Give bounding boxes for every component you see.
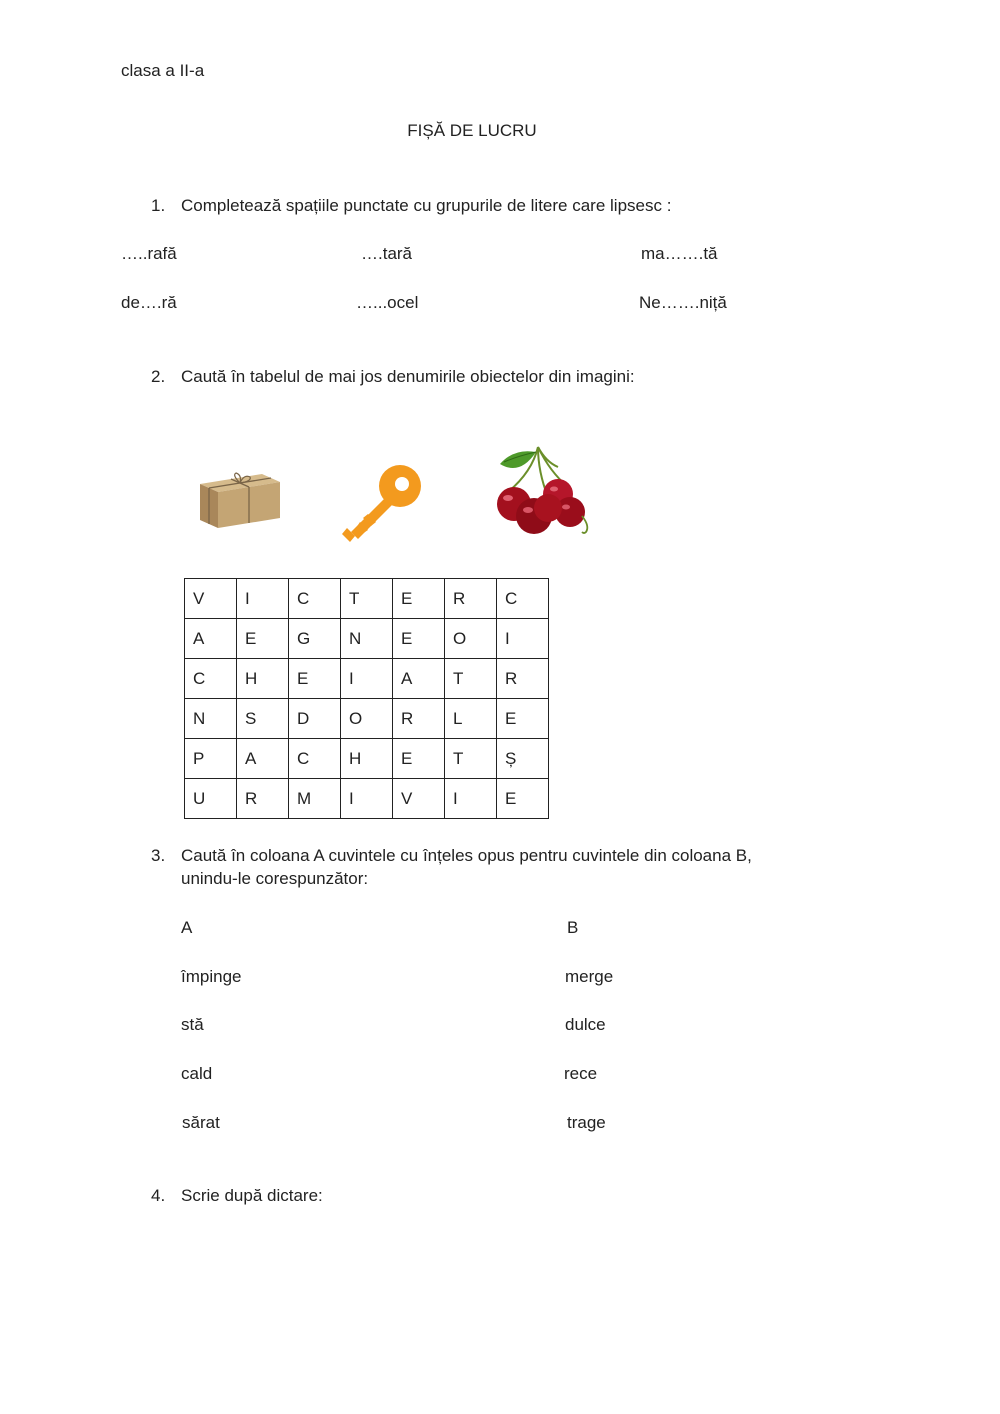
grid-cell: R: [497, 659, 549, 699]
grid-cell: O: [341, 699, 393, 739]
grid-row: [185, 579, 549, 619]
grid-cell: M: [289, 779, 341, 819]
grid-cell: E: [497, 779, 549, 819]
grid-cell: I: [341, 659, 393, 699]
grid-cell: T: [445, 739, 497, 779]
key-icon: [338, 462, 424, 544]
grid-cell: H: [237, 659, 289, 699]
grid-cell: S: [237, 699, 289, 739]
column-a-word: cald: [181, 1064, 213, 1083]
grid-cell: C: [289, 739, 341, 779]
grid-cell: V: [393, 779, 445, 819]
grid-cell: Ș: [497, 739, 549, 779]
grid-cell: E: [237, 619, 289, 659]
grid-cell: T: [341, 579, 393, 619]
grid-cell: E: [289, 659, 341, 699]
ex2-text: Caută în tabelul de mai jos denumirile obiectelor din imagini:: [181, 367, 635, 386]
cherries-icon: [486, 442, 598, 542]
grid-cell: U: [185, 779, 237, 819]
column-b-word: rece: [564, 1064, 598, 1083]
class-label: clasa a II-a: [121, 61, 205, 80]
ex1-instruction: [151, 196, 671, 216]
ex1-word: …...ocel: [356, 293, 419, 312]
ex4-instruction: [151, 1186, 323, 1206]
grid-cell: I: [497, 619, 549, 659]
ex3-text-line2: unindu-le corespunzător:: [181, 869, 369, 888]
grid-cell: D: [289, 699, 341, 739]
grid-cell: I: [341, 779, 393, 819]
grid-cell: A: [393, 659, 445, 699]
grid-row: [185, 779, 549, 819]
grid-cell: R: [237, 779, 289, 819]
ex2-instruction: [151, 367, 635, 387]
column-b-word: trage: [567, 1113, 606, 1132]
grid-row: [185, 659, 549, 699]
ex1-word: ….tară: [361, 244, 413, 263]
ex3-number: 3.: [151, 846, 166, 865]
ex1-word: ma…….tă: [641, 244, 718, 263]
column-a-word: împinge: [181, 967, 242, 986]
ex1-word: Ne…….niță: [639, 293, 727, 312]
package-icon: [192, 470, 284, 530]
grid-cell: E: [497, 699, 549, 739]
ex1-number: 1.: [151, 196, 166, 215]
ex1-text: Completează spațiile punctate cu grupurile de litere care lipsesc :: [181, 196, 672, 215]
grid-row: [185, 739, 549, 779]
column-a-word: sărat: [182, 1113, 220, 1132]
grid-cell: H: [341, 739, 393, 779]
grid-cell: L: [445, 699, 497, 739]
ex3-instruction: [151, 846, 752, 866]
ex3-text-line1: Caută în coloana A cuvintele cu înțeles opus pentru cuvintele din coloana B,: [181, 846, 752, 865]
grid-cell: N: [185, 699, 237, 739]
ex1-word: …..rafă: [121, 244, 177, 263]
grid-row: [185, 699, 549, 739]
grid-cell: P: [185, 739, 237, 779]
grid-row: [185, 619, 549, 659]
column-b-word: merge: [565, 967, 614, 986]
word-search-grid: [184, 578, 549, 819]
grid-cell: C: [497, 579, 549, 619]
grid-cell: G: [289, 619, 341, 659]
grid-cell: E: [393, 579, 445, 619]
grid-cell: C: [185, 659, 237, 699]
grid-cell: V: [185, 579, 237, 619]
grid-cell: A: [185, 619, 237, 659]
column-b-label: B: [567, 918, 579, 937]
column-a-label: A: [181, 918, 193, 937]
grid-cell: I: [237, 579, 289, 619]
grid-cell: C: [289, 579, 341, 619]
ex4-number: 4.: [151, 1186, 166, 1205]
grid-cell: T: [445, 659, 497, 699]
grid-cell: E: [393, 739, 445, 779]
grid-cell: R: [445, 579, 497, 619]
grid-cell: A: [237, 739, 289, 779]
page-title: FIȘĂ DE LUCRU: [407, 121, 537, 140]
ex4-text: Scrie după dictare:: [181, 1186, 323, 1205]
grid-cell: R: [393, 699, 445, 739]
ex2-number: 2.: [151, 367, 166, 386]
grid-cell: O: [445, 619, 497, 659]
grid-cell: E: [393, 619, 445, 659]
column-a-word: stă: [181, 1015, 204, 1034]
grid-cell: I: [445, 779, 497, 819]
column-b-word: dulce: [565, 1015, 606, 1034]
grid-cell: N: [341, 619, 393, 659]
ex1-word: de….ră: [121, 293, 177, 312]
